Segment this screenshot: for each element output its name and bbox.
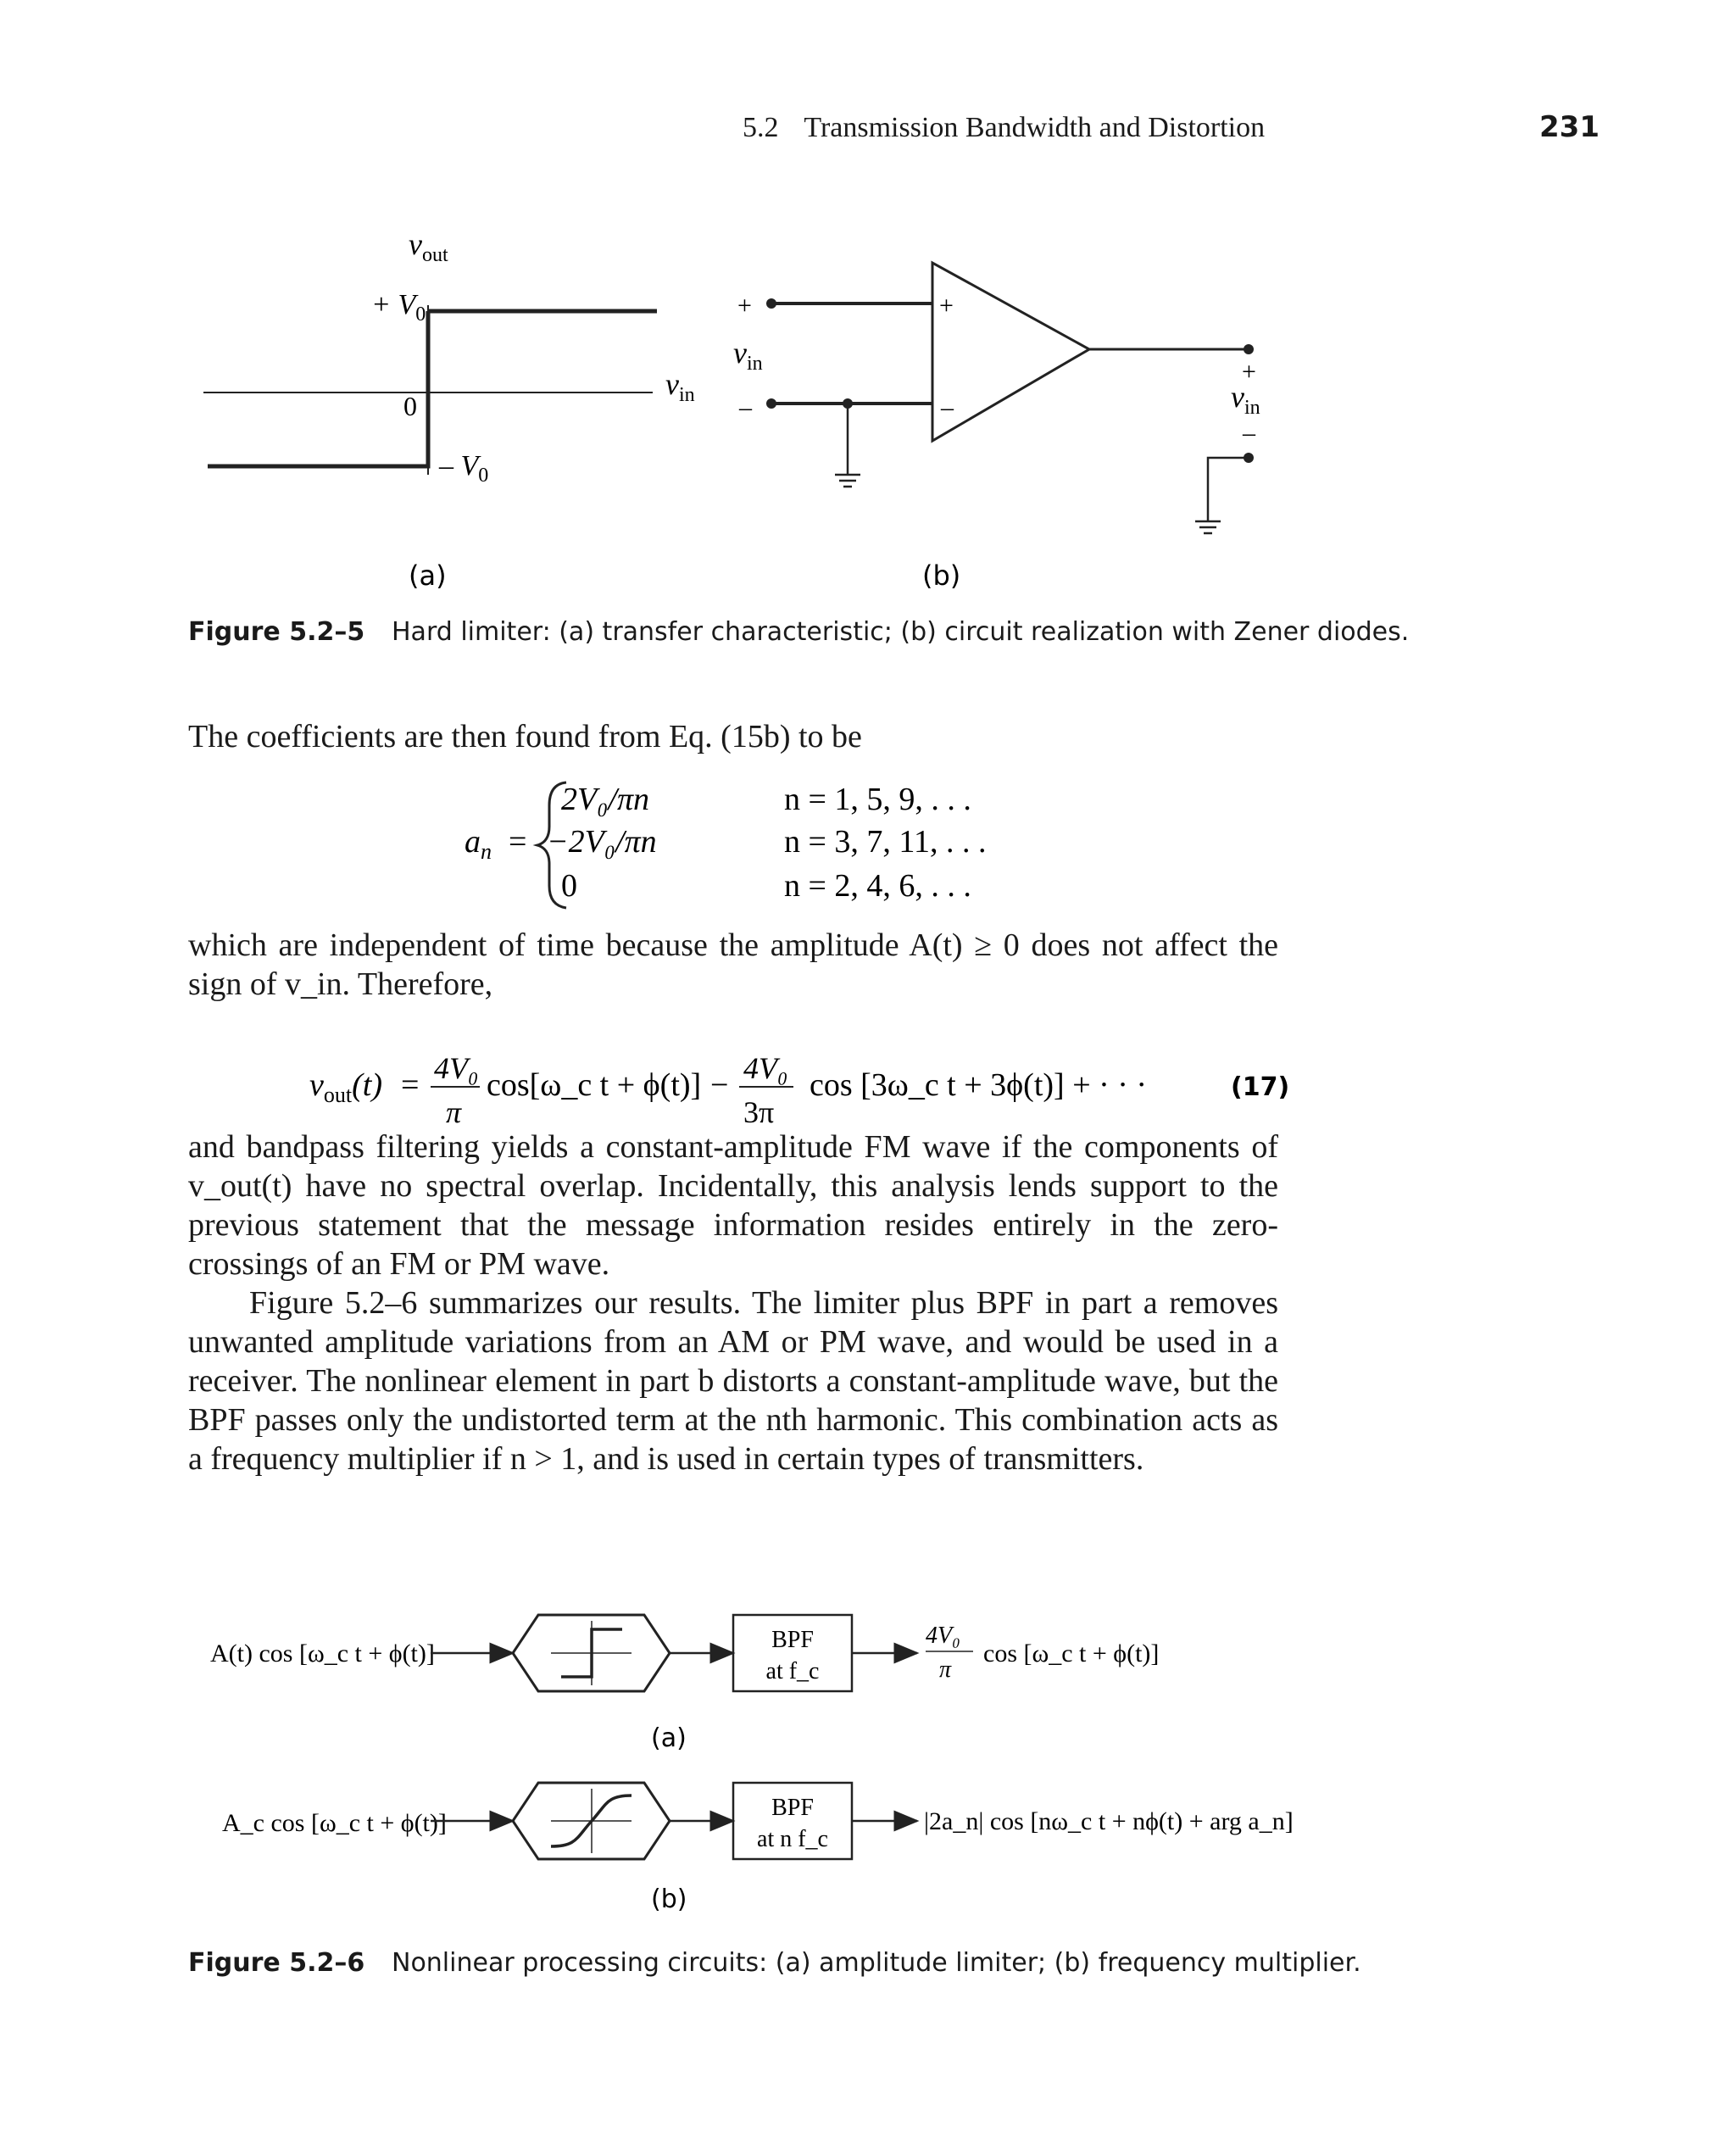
limiter-input-signal: A(t) cos [ω_c t + ϕ(t)] (210, 1640, 435, 1667)
panel-a-label: (a) (409, 560, 447, 592)
input-minus-sign: – (739, 393, 752, 421)
opamp-minus-sign: – (941, 393, 954, 421)
eq17-lhs: $v_{out}(t)$ (309, 1067, 382, 1107)
input-voltage-label: $v_{in}$ (733, 336, 763, 375)
y-axis-label: $v_{out}$ (409, 227, 448, 266)
eq17-equals: = (401, 1067, 420, 1103)
figure-5-2-5-caption (188, 617, 1409, 647)
output-plus-terminal (1244, 344, 1254, 354)
case2-condition: n = 3, 7, 11, . . . (784, 824, 987, 860)
figure-5-2-5 (0, 0, 1736, 610)
eq17-frac2-numerator: 4V₀ (743, 1051, 788, 1085)
opamp-triangle (932, 263, 1089, 441)
limiter-output-denominator: π (939, 1656, 952, 1683)
ground-symbol-input (835, 475, 860, 487)
figure-5-2-6 (0, 1577, 1736, 1933)
paragraph-2: which are independent of time because the amplitude A(t) ≥ 0 does not affect the sign of v_in. Therefore, (188, 927, 1278, 1002)
page-number: 231 (1539, 110, 1600, 144)
amplitude-limiter-chain (210, 1615, 1159, 1753)
equation-17 (0, 1034, 1736, 1136)
limiter-output-term: cos [ω_c t + ϕ(t)] (983, 1640, 1160, 1667)
paragraph-1: The coefficients are then found from Eq. (15b) to be (188, 719, 862, 754)
multiplier-input-signal: A_c cos [ω_c t + ϕ(t)] (222, 1809, 447, 1837)
an-equals: = (509, 824, 527, 860)
fig6-panel-a-label: (a) (651, 1723, 687, 1753)
eq17-number: (17) (1231, 1072, 1290, 1102)
output-voltage-label: $v_{in}$ (1231, 380, 1260, 419)
limiter-output-numerator: 4V₀ (926, 1623, 960, 1649)
paragraph-3: and bandpass filtering yields a constant-amplitude FM wave if the components of v_out(t) have no spectral overlap. Incidentally, this analysis lends support to the previous statement that the message information resides entirely in the zero-crossings of an FM or PM wave. (188, 1129, 1278, 1282)
section-title: Transmission Bandwidth and Distortion (804, 112, 1266, 143)
output-plus-sign: + (1242, 358, 1256, 386)
section-number: 5.2 (743, 112, 779, 143)
x-axis-label: $v_{in}$ (665, 367, 695, 406)
output-minus-sign: – (1243, 419, 1255, 447)
case3-value: 0 (561, 868, 577, 904)
paragraph-4: Figure 5.2–6 summarizes our results. The limiter plus BPF in part a removes unwanted amplitude variations from an AM or PM wave, and would be used in a receiver. The nonlinear element in part b distorts a constant-amplitude wave, but the BPF passes only the undistorted term at the nth harmonic. This combination acts as a frequency multiplier if n > 1, and is used in certain types of transmitters. (188, 1285, 1278, 1477)
eq17-minus: − (710, 1067, 729, 1103)
an-lhs: $a_n$ (465, 824, 492, 864)
case1-condition: n = 1, 5, 9, . . . (784, 782, 971, 817)
transfer-characteristic-plot (203, 227, 695, 592)
eq17-frac1-denominator: π (446, 1095, 462, 1129)
lower-saturation-line (208, 311, 428, 466)
eq17-term2: cos [3ω_c t + 3ϕ(t)] + · · · (810, 1067, 1148, 1103)
case1-value: 2V₀/πn (561, 782, 650, 817)
eq17-term1: cos[ω_c t + ϕ(t)] (487, 1067, 702, 1103)
minus-v0-label: – $V_0$ (439, 450, 489, 487)
ground-symbol-output (1195, 521, 1221, 533)
plus-v0-label: + $V_0$ (371, 289, 426, 326)
bpf-b-line2: at n f_c (757, 1826, 828, 1852)
figure-5-2-6-caption-text: Nonlinear processing circuits: (a) amplitude limiter; (b) frequency multiplier. (392, 1948, 1361, 1978)
bpf-a-line2: at f_c (765, 1658, 820, 1684)
opamp-plus-sign: + (939, 292, 954, 320)
zero-label: 0 (403, 391, 417, 421)
bpf-b-line1: BPF (771, 1795, 814, 1821)
case3-condition: n = 2, 4, 6, . . . (784, 868, 971, 904)
figure-5-2-6-caption (188, 1948, 1361, 1978)
multiplier-output: |2a_n| cos [nω_c t + nϕ(t) + arg a_n] (924, 1807, 1294, 1835)
frequency-multiplier-chain (222, 1783, 1294, 1914)
fig6-panel-b-label: (b) (651, 1885, 687, 1914)
figure-5-2-5-label: Figure 5.2–5 (188, 617, 365, 647)
opamp-circuit (733, 263, 1260, 592)
bpf-a-line1: BPF (771, 1627, 814, 1653)
eq17-frac1-numerator: 4V₀ (434, 1051, 479, 1085)
panel-b-label: (b) (922, 560, 961, 592)
input-plus-sign: + (737, 292, 752, 320)
equation-an (0, 767, 1736, 920)
figure-5-2-6-label: Figure 5.2–6 (188, 1948, 365, 1978)
case2-value: −2V₀/πn (547, 824, 657, 860)
figure-5-2-5-caption-text: Hard limiter: (a) transfer characteristic; (b) circuit realization with Zener diodes. (392, 617, 1410, 647)
eq17-frac2-denominator: 3π (743, 1095, 775, 1129)
